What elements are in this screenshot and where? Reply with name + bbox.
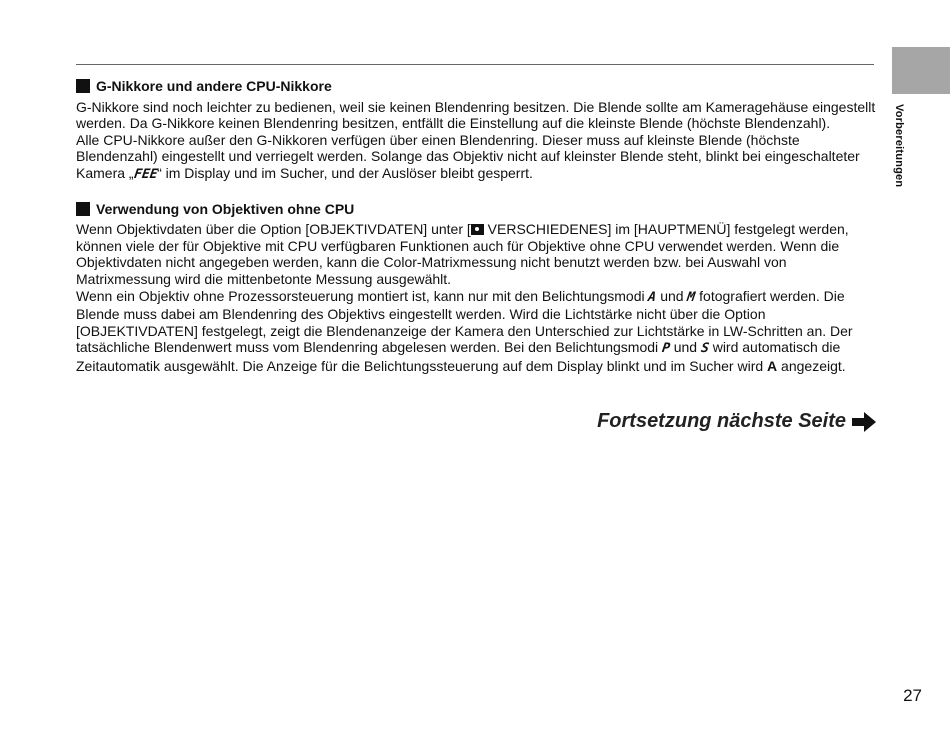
mode-glyph: M <box>686 289 697 305</box>
camera-menu-icon <box>471 224 484 235</box>
continue-text: Fortsetzung nächste Seite <box>597 410 846 432</box>
text: angezeigt. <box>777 357 846 374</box>
mode-glyph: P <box>661 341 672 357</box>
text: VERSCHIEDENES] im [HAUPTMENÜ] festgelegt werden, können viele der für Objektive mit CPU verfügbaren Funktionen auch für Objektive ohne CPU verwendet werden. Wenn die Objektivdaten nicht angegeben werden, kann die Color-Matrixmessung nicht benutzt werden bzw. bei Auswahl von Matrixmessung wird die mittenbetonte Messung ausgewählt. <box>76 221 849 287</box>
text: “ im Display und im Sucher, und der Auslöser bleibt gesperrt. <box>157 164 533 181</box>
content <box>76 78 876 392</box>
continue-link[interactable] <box>597 410 876 433</box>
page-number: 27 <box>903 686 922 705</box>
text: fotografiert werden. Die Blende muss dabei am Blendenring des Objektivs eingestellt werden. Wird die Lichtstärke nicht über die Option [OBJEKTIVDATEN] festgelegt, zeigt die Blendenanzeige der Kamera den Unterschied zur Lichtstärke in LW-Schritten an. Der tatsächliche Blendenwert muss vom Blendenring abgelesen werden. Bei den Belichtungsmodi <box>76 287 853 356</box>
side-label: Vorbereitungen <box>893 104 905 188</box>
square-bullet-icon <box>76 79 90 93</box>
arrow-right-icon <box>852 412 876 432</box>
section-heading <box>76 78 876 95</box>
heading-text: Verwendung von Objektiven ohne CPU <box>96 200 355 217</box>
paragraph <box>76 221 876 287</box>
text: und <box>669 339 701 356</box>
section-non-cpu-lenses <box>76 201 876 375</box>
section-heading <box>76 201 876 218</box>
side-tab <box>892 47 950 94</box>
square-bullet-icon <box>76 202 90 216</box>
text: Wenn Objektivdaten über die Option [OBJEKTIVDATEN] unter [ <box>76 221 471 238</box>
paragraph <box>76 288 876 375</box>
text: Wenn ein Objektiv ohne Prozessorsteuerung montiert ist, kann nur mit den Belichtungsmodi <box>76 287 649 304</box>
section-cpu-lenses <box>76 78 876 184</box>
paragraph: G-Nikkore sind noch leichter zu bedienen, weil sie keinen Blendenring besitzen. Die Blende sollte am Kameragehäuse eingestellt werden. Da G-Nikkore keinen Blendenring besitzen, entfällt die Einstellung auf die kleinste Blende (höchste Blendenzahl). <box>76 98 876 132</box>
fee-display-glyph: FEE <box>132 166 159 182</box>
text: Alle CPU-Nikkore außer den G-Nikkoren verfügen über einen Blendenring. Dieser muss auf kleinste Blende (höchste Blendenzahl) eingestellt und verriegelt werden. Solange das Objektiv nicht auf kleinster Blende steht, blinkt bei eingeschalteter Kamera „ <box>76 131 860 181</box>
mode-glyph: S <box>700 341 710 357</box>
top-rule <box>76 64 874 65</box>
text: wird automatisch die Zeitautomatik ausgewählt. Die Anzeige für die Belichtungssteuerung auf dem Display blinkt und im Sucher wird <box>76 339 841 374</box>
bold-letter: A <box>767 357 778 374</box>
heading-text: G-Nikkore und andere CPU-Nikkore <box>96 78 332 94</box>
mode-glyph: A <box>647 289 658 305</box>
paragraph <box>76 132 876 184</box>
text: und <box>656 287 688 304</box>
